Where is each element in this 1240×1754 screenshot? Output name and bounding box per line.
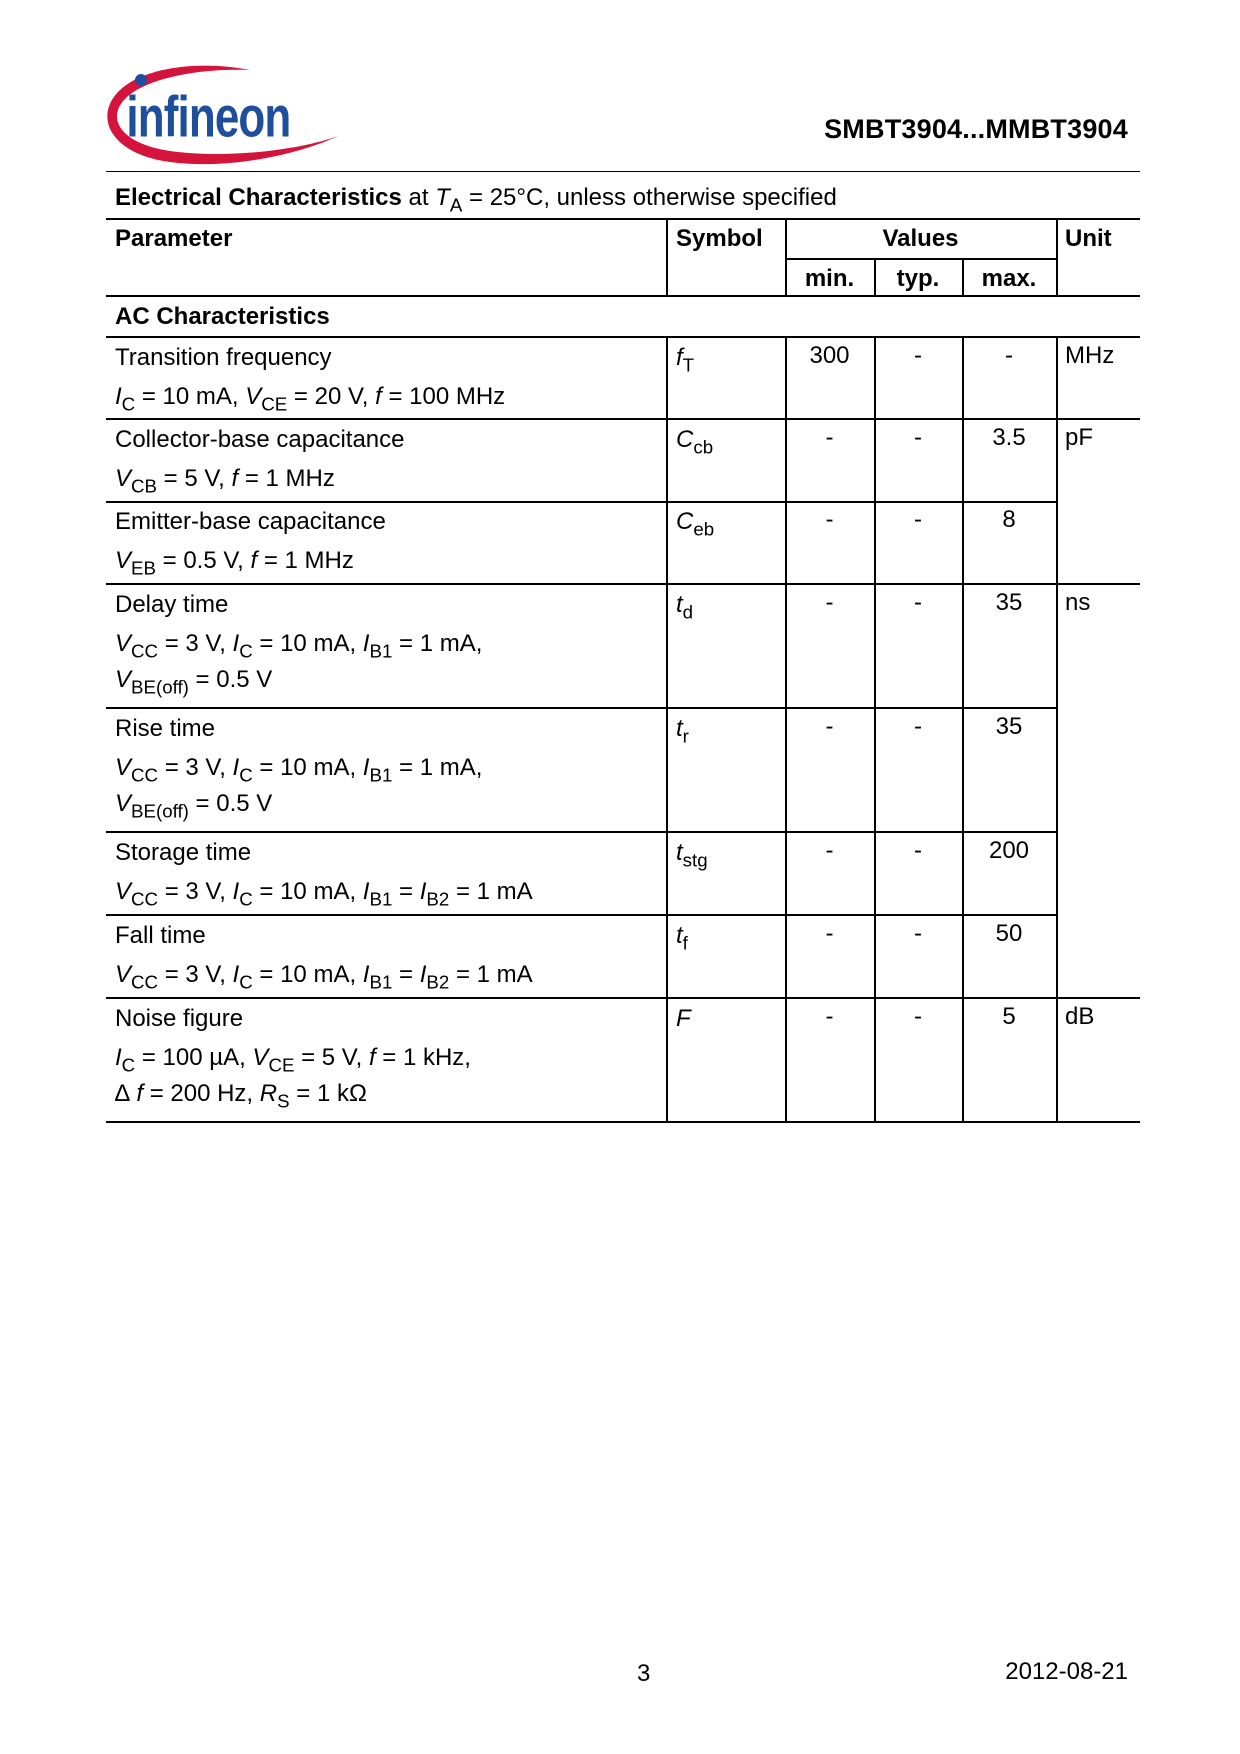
typ-value: - — [914, 424, 922, 451]
symbol: $t_{stg}$ — [676, 839, 708, 871]
max-value: 35 — [995, 589, 1023, 616]
min-value: - — [825, 424, 834, 451]
condition-line: $V_{CC} = 3$ V, $I_C = 10$ mA, $I_{B1} = 1$ mA, — [115, 754, 483, 786]
unit: dB — [1065, 1003, 1095, 1030]
condition-line: $V_{CB} = 5$ V, f = 1 MHz — [115, 465, 335, 497]
param-conditions — [115, 547, 354, 579]
param-name: Emitter-base capacitance — [115, 508, 386, 535]
page-number: 3 — [637, 1660, 651, 1687]
infineon-logo-graphic — [100, 62, 345, 174]
unit: pF — [1065, 424, 1094, 451]
max-value: 5 — [1002, 1003, 1016, 1030]
symbol: $C_{cb}$ — [676, 426, 714, 458]
header-rule — [106, 171, 1140, 172]
document-date: 2012-08-21 — [1005, 1658, 1128, 1685]
symbol: $f_T$ — [676, 344, 695, 376]
typ-value: - — [914, 589, 922, 616]
rule — [106, 295, 1140, 297]
rule — [785, 258, 1056, 260]
rule — [106, 218, 1140, 220]
rule — [106, 914, 1056, 916]
param-conditions — [115, 383, 506, 415]
rule — [106, 1121, 1140, 1123]
infineon-logo — [100, 62, 345, 174]
symbol: F — [676, 1005, 691, 1032]
typ-value: - — [914, 920, 922, 947]
param-name: Transition frequency — [115, 344, 332, 371]
caption-var-sub: A — [449, 194, 463, 216]
param-conditions — [115, 630, 483, 698]
header-symbol: Symbol — [676, 225, 763, 252]
param-conditions — [115, 878, 533, 910]
header-values: Values — [882, 225, 959, 252]
typ-value: - — [914, 342, 922, 369]
rule — [666, 218, 668, 295]
symbol: $t_d$ — [676, 591, 694, 623]
typ-value: - — [914, 837, 922, 864]
max-value: 200 — [988, 837, 1030, 864]
min-value: - — [825, 713, 834, 740]
min-value: 300 — [809, 342, 850, 369]
logo-wordmark: infineon — [126, 85, 291, 150]
condition-line: $I_C = 10$ mA, $V_{CE} = 20$ V, f = 100 MHz — [115, 383, 506, 415]
rule — [666, 336, 668, 1121]
header-parameter: Parameter — [115, 225, 233, 252]
param-conditions — [115, 961, 533, 993]
part-number: SMBT3904...MMBT3904 — [824, 114, 1128, 144]
param-name: Noise figure — [115, 1005, 244, 1032]
condition-line: $V_{BE(off)} = 0.5$ V — [115, 666, 273, 698]
rule — [106, 707, 1056, 709]
min-value: - — [825, 589, 834, 616]
unit: MHz — [1065, 342, 1115, 369]
condition-line: $V_{EB} = 0.5$ V, f = 1 MHz — [115, 547, 354, 579]
min-value: - — [825, 920, 834, 947]
table-caption — [115, 184, 837, 216]
rule — [106, 831, 1056, 833]
min-value: - — [825, 506, 834, 533]
typ-value: - — [914, 1003, 922, 1030]
symbol: $t_r$ — [676, 715, 689, 747]
caption-pre: at — [401, 184, 436, 211]
max-value: 50 — [995, 920, 1023, 947]
header-typ: typ. — [896, 265, 940, 292]
max-value: 8 — [1002, 506, 1016, 533]
caption-var: T — [435, 184, 450, 211]
rule — [106, 418, 1140, 420]
param-name: Fall time — [115, 922, 206, 949]
param-conditions — [115, 1044, 471, 1112]
max-value: 35 — [995, 713, 1023, 740]
condition-line: $V_{CC} = 3$ V, $I_C = 10$ mA, $I_{B1} = I_{B2} = 1$ mA — [115, 878, 533, 910]
param-name: Rise time — [115, 715, 216, 742]
rule — [106, 336, 1140, 338]
typ-value: - — [914, 713, 922, 740]
max-value: 3.5 — [992, 424, 1026, 451]
caption-post: = 25°C, unless otherwise specified — [462, 184, 837, 211]
symbol: $t_f$ — [676, 922, 688, 954]
condition-line: $I_C = 100$ µA, $V_{CE} = 5$ V, f = 1 kHz, — [115, 1044, 471, 1076]
header-unit: Unit — [1065, 225, 1112, 252]
param-name: Storage time — [115, 839, 252, 866]
rule — [1056, 336, 1058, 1121]
section-title: AC Characteristics — [115, 303, 330, 330]
max-value: - — [1005, 342, 1013, 369]
header-min: min. — [804, 265, 855, 292]
caption-bold: Electrical Characteristics — [115, 184, 402, 211]
param-name: Delay time — [115, 591, 229, 618]
rule — [106, 997, 1140, 999]
condition-line: $V_{BE(off)} = 0.5$ V — [115, 790, 273, 822]
condition-line: $V_{CC} = 3$ V, $I_C = 10$ mA, $I_{B1} = I_{B2} = 1$ mA — [115, 961, 533, 993]
unit: ns — [1065, 589, 1091, 616]
condition-line: $V_{CC} = 3$ V, $I_C = 10$ mA, $I_{B1} = 1$ mA, — [115, 630, 483, 662]
header-max: max. — [981, 265, 1037, 292]
characteristics-table — [106, 218, 1140, 1126]
rule — [1056, 218, 1058, 295]
rule — [106, 583, 1140, 585]
rule — [106, 501, 1056, 503]
symbol: $C_{eb}$ — [676, 508, 715, 540]
typ-value: - — [914, 506, 922, 533]
condition-line: ∆ f = 200 Hz, $R_S = 1$ kΩ — [115, 1080, 367, 1112]
min-value: - — [825, 1003, 834, 1030]
param-conditions — [115, 465, 335, 497]
param-name: Collector-base capacitance — [115, 426, 405, 453]
param-conditions — [115, 754, 483, 822]
min-value: - — [825, 837, 834, 864]
